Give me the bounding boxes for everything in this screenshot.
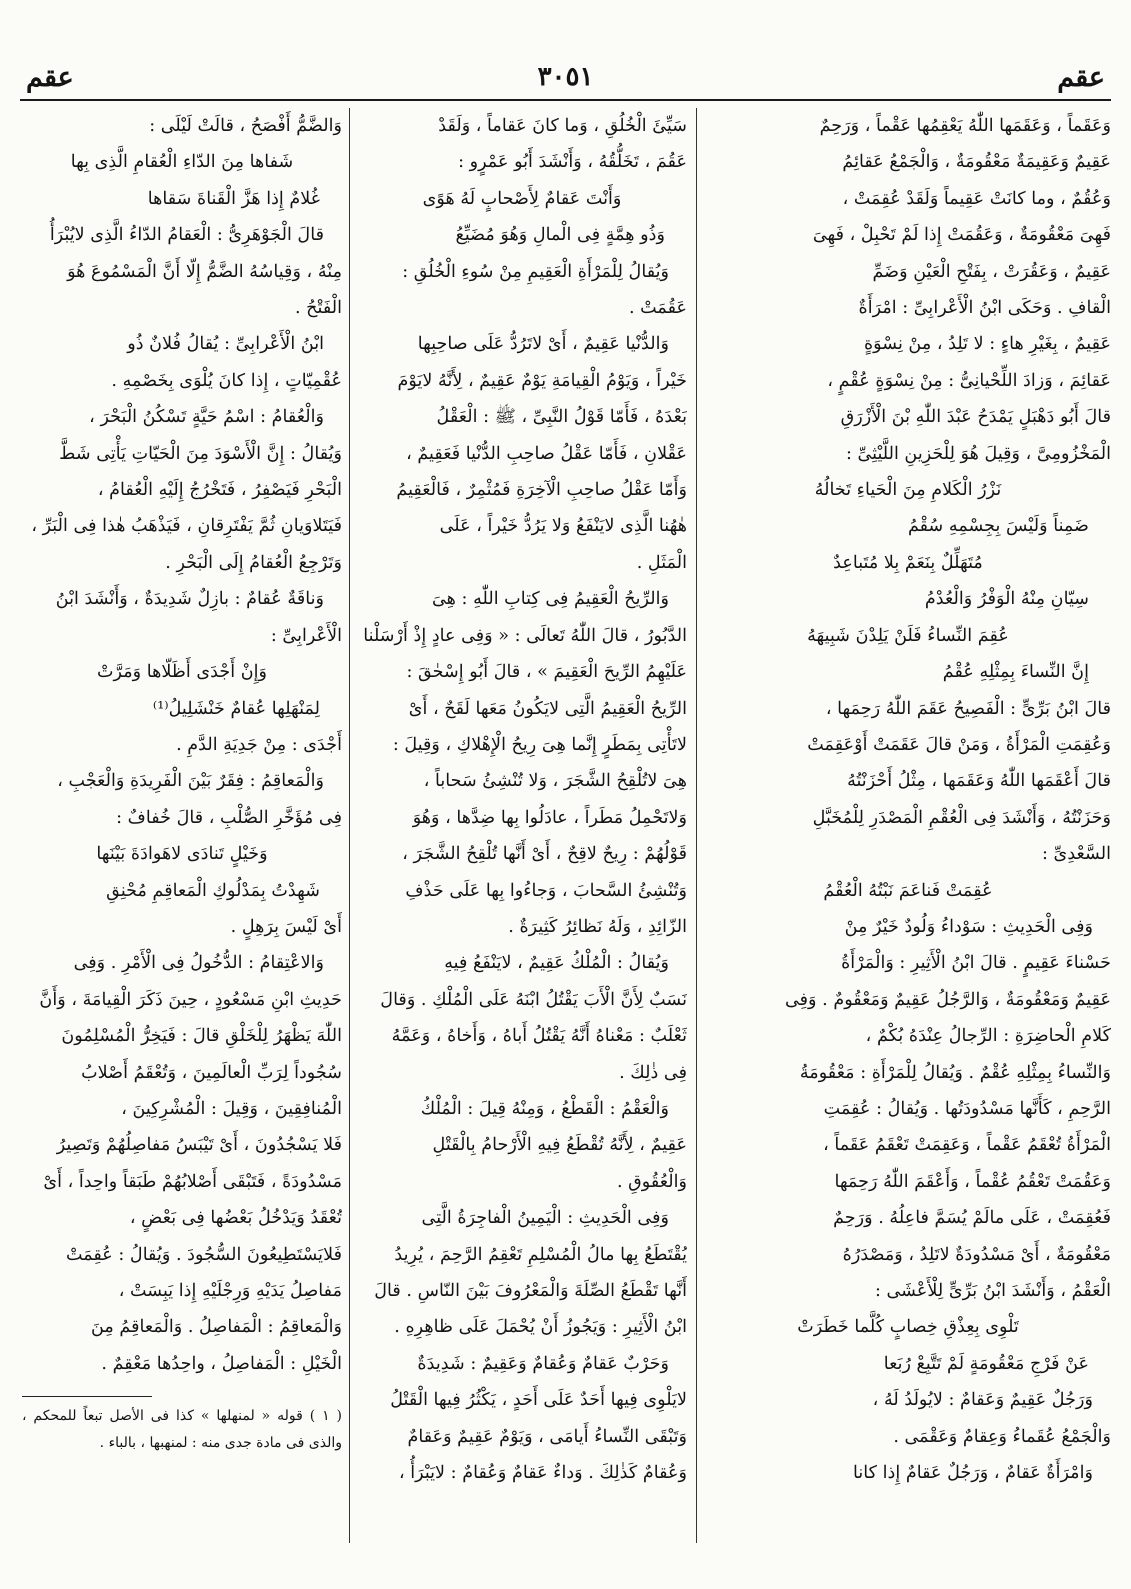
text-line: مَفاصِلُ يَدَيْهِ وَرِجْلَيْهِ إِذا يَبِسَتْ ، — [118, 1281, 342, 1301]
text-line: الرَّحِمِ ، كَأَنَّها مَسْدُودَتُها . وَيُقالُ : عُقِمَتِ — [823, 1098, 1111, 1119]
text-line: عَلَيْهِمُ الرِّيحَ الْعَقِيمَ » ، قالَ أَبُو إِسْحٰقَ : — [406, 662, 687, 683]
text-line: وَالنِّساءُ بِمِثْلِهِ عُقْمٌ . وَيُقالُ لِلْمَرْأَةِ : مَعْقُومَةُ — [799, 1062, 1111, 1083]
text-line: وَعُقامٌ كَذٰلِكَ . وَداءٌ عَقامٌ وَعُقامٌ : لايَبْرَأُ ، — [398, 1463, 687, 1484]
text-line: يُقْتَطَعُ بِها مالُ الْمُسْلِمِ تَعْقِمُ الرَّحِمَ ، يُرِيدُ — [394, 1244, 687, 1265]
text-line: سَيِّئَ الْخُلُقِ ، وَما كانَ عَقاماً ، وَلَقَدْ — [438, 116, 687, 136]
text-line: الْعَقْمُ ، وَأَنْشَدَ ابْنُ بَرِّىٍّ لِلْأَعْشَى : — [875, 1281, 1111, 1301]
text-line: وَالْجَمْعُ عُقَماءُ وَعِقامٌ وَعَقْمَى . — [893, 1426, 1111, 1447]
text-line: وَناقَةٌ عُقامٌ : بازِلٌ شَدِيدَةٌ ، وَأَنْشَدَ ابْنُ — [55, 589, 324, 610]
text-line: قالَ الْجَوْهَرِىُّ : الْعَقامُ الدّاءُ الَّذِى لايُبْرَأُ — [49, 225, 324, 246]
verse-line: شَفاها مِنَ الدّاءِ الْعُقامِ الَّذِى بِها — [70, 152, 294, 173]
text-line: فَهِىَ مَعْقُومَةٌ ، وَعَقُمَتْ إِذا لَمْ تَحْبِلْ ، فَهِىَ — [812, 225, 1111, 246]
text-line: عُقْمِيّاتٍ ، إِذا كانَ يُلْوَى بِخَصْمِهِ . — [111, 370, 342, 391]
text-line: وَعَقُمَتْ تَعْقُمُ عُقْماً ، وَأَعْقَمَ اللّٰهُ رَحِمَها — [834, 1171, 1111, 1192]
text-line: خَيْراً ، وَيَوْمُ الْقِيامَةِ يَوْمٌ عَقِيمٌ ، لِأَنَّهُ لايَوْمَ — [397, 370, 687, 391]
column-divider — [349, 108, 350, 1543]
text-line: أَىْ لَيْسَ بِرَهِلٍ . — [230, 916, 342, 937]
text-line: وَتُنْشِئُ السَّحابَ ، وَجاءُوا بِها عَلَى حَذْفِ — [405, 880, 687, 901]
text-line: وَيُقالُ : الْمُلْكُ عَقِيمٌ ، لايَنْفَعُ فِيهِ — [444, 953, 669, 974]
text-line: قَوْلُهُمْ : رِيحٌ لاقِحٌ ، أَىْ أَنَّها تُلْقِحُ الشَّجَرَ ، — [402, 844, 687, 865]
page-number: ٣٠٥١ — [537, 62, 594, 92]
text-line: وَعَقَماً ، وَعَقَمَها اللّٰهُ يَعْقِمُها عَقْماً ، وَرَحِمٌ — [819, 116, 1111, 136]
text-line: لايَلْوِى فِيها أَحَدٌ عَلَى أَحَدٍ ، يَكْثُرُ فِيها الْقَتْلُ — [390, 1390, 687, 1411]
verse-line: وَإِنْ أَجْدَى أَظَلّاها وَمَرَّتْ — [96, 662, 268, 683]
text-line: عَقِيمٌ وَمَعْقُومَةٌ ، وَالرَّجُلُ عَقِيمٌ وَمَعْقُومٌ . وَفِى — [784, 989, 1111, 1010]
column-middle — [357, 108, 687, 1543]
verse-line: نَزْرُ الْكَلامِ مِنَ الْحَياءِ تَخالُهُ — [814, 480, 1002, 501]
verse-line: وَأَنْتَ عَقامٌ لِأَصْحابٍ لَهُ هَوًى — [422, 188, 622, 209]
text-line: عَقِيمٌ ، بِغَيْرِ هاءٍ : لا تَلِدُ ، مِنْ نِسْوَةٍ — [863, 334, 1111, 355]
text-line: عَقِيمٌ ، لِأَنَّهُ تُقْطَعُ فِيهِ الْأَرْحامُ بِالْقَتْلِ — [432, 1135, 687, 1156]
text-line: الْقافِ . وَحَكَى ابْنُ الْأَعْرابِىِّ : امْرَأَةٌ — [858, 298, 1111, 319]
text-line: أَنَّها تَقْطَعُ الصِّلَةَ وَالْمَعْرُوفَ بَيْنَ النّاسِ . قالَ — [374, 1281, 687, 1301]
text-line: وَأَمّا عَقْلُ صاحِبِ الْآخِرَةِ فَمُثْمِرٌ ، فَالْعَقِيمُ — [396, 480, 687, 501]
text-line: قالَ أَعْقَمَها اللّٰهُ وَعَقَمَها ، مِثْلُ أَحْزَنْتُهُ — [847, 771, 1111, 792]
text-line: فَعُقِمَتْ ، عَلَى مالَمْ يُسَمَّ فاعِلُهُ . وَرَحِمٌ — [833, 1208, 1111, 1229]
text-line: وَالْعُقُوقِ . — [616, 1171, 687, 1192]
text-line: الْمَخْزُومِىَّ ، وَقِيلَ هُوَ لِلْحَزِينِ اللَّيْثِىِّ : — [845, 443, 1111, 464]
text-line: وَالرِّيحُ الْعَقِيمُ فِى كِتابِ اللّٰهِ : هِىَ — [432, 589, 669, 610]
text-line: الْفَتْحُ . — [295, 298, 342, 319]
verse-line: وَذُو هِمَّةٍ فِى الْمالِ وَهُوَ مُضَيِّعُ — [455, 225, 665, 246]
text-line: أَجْدَى : مِنْ جَدِيَةِ الدَّمِ . — [176, 734, 342, 755]
column-divider — [696, 108, 697, 1543]
text-line: فَيَتَلاوَيانِ ثُمَّ يَفْتَرِقانِ ، فَيَذْهَبُ هٰذا فِى الْبَرِّ ، — [31, 516, 342, 537]
running-headword-left: عقم — [26, 62, 74, 93]
text-line: وَتَبْقَى النِّساءُ أَيامَى ، وَيَوْمٌ عَقِيمٌ وَعَقامٌ — [407, 1426, 687, 1447]
text-line: وَيُقالُ : إِنَّ الْأَسْوَدَ مِنَ الْحَيّاتِ يَأْتِى شَطَّ — [59, 443, 342, 464]
text-line: وَيُقالُ لِلْمَرْأَةِ الْعَقِيمِ مِنْ سُوءِ الْخُلُقِ : — [402, 261, 669, 282]
text-line: الدَّبُورُ ، قالَ اللّٰهُ تَعالَى : « وَفِى عادٍ إِذْ أَرْسَلْنا — [363, 625, 687, 646]
text-line: بَعْدَهُ ، فَأَمّا قَوْلُ النَّبِىِّ ، ﷺ : الْعَقْلُ — [436, 407, 687, 428]
text-line: عَقْلانِ ، فَأَمّا عَقْلُ صاحِبِ الدُّنْيا فَعَقِيمٌ ، — [406, 443, 687, 464]
text-line: ابْنُ الْأَعْرابِىِّ : يُقالُ فُلانٌ ذُو — [127, 334, 324, 355]
text-line: وَامْرَأَةٌ عَقامٌ ، وَرَجُلٌ عَقامٌ إِذا كانا — [853, 1463, 1093, 1484]
text-line: وَعُقُمٌ ، وما كانَتْ عَقِيماً وَلَقَدْ عُقِمَتْ ، — [842, 188, 1111, 209]
verse-line: شَهِدْتُ بِمَدْلُوكِ الْمَعاقِمِ مُحْنِقِ — [106, 880, 320, 901]
text-line: سُجُوداً لِرَبِّ الْعالَمِينَ ، وَتُعْقَمُ أَصْلابُ — [81, 1062, 342, 1083]
text-line: الزّائِدِ ، وَلَهُ نَظائِرُ كَثِيرَةٌ . — [508, 916, 687, 937]
text-line: فَلايَسْتَطِيعُونَ السُّجُودَ . وَيُقالُ : عُقِمَتْ — [65, 1244, 342, 1265]
text-line: وَلاتَحْمِلُ مَطَراً ، عادَلُوا بِها ضِدَّها ، وَهُوَ — [412, 807, 687, 828]
text-line: الْمَثَلِ . — [636, 552, 687, 573]
text-line: نَسَبٌ لِأَنَّ الْأَبَ يَقْتُلُ ابْنَهُ عَلَى الْمُلْكِ . وَقالَ — [380, 989, 687, 1010]
text-line: ابْنُ الْأَثِيرِ : وَيَجُوزُ أَنْ يُحْمَلَ عَلَى ظاهِرِهِ . — [394, 1317, 687, 1338]
text-line: كَلامِ الْحاضِرَةِ : الرِّجالُ عِنْدَهُ بُكْمٌ ، — [865, 1026, 1111, 1047]
verse-line: عَنْ فَرْجِ مَعْقُومَةٍ لَمْ تَتَّبِعْ رُبَعا — [883, 1353, 1089, 1374]
text-line: وَتَرْجِعُ الْعُقامُ إِلَى الْبَحْرِ . — [165, 552, 342, 573]
verse-line: عُقِمَتْ فَناعَمَ نَبْتُهُ الْعُقْمُ — [823, 880, 993, 901]
verse-line: ضَمِناً وَلَيْسَ بِجِسْمِهِ سُقْمُ — [907, 516, 1089, 537]
page-header — [22, 52, 1109, 98]
text-line: الْبَحْرِ فَيَصْفِرُ ، فَتَخْرُجُ إِلَيْهِ الْعُقامُ ، — [97, 480, 342, 501]
running-headword-right: عقم — [1057, 62, 1105, 93]
text-line: وَفِى الْحَدِيثِ : سَوْداءُ وَلُودٌ خَيْرٌ مِنْ — [844, 916, 1093, 937]
text-line: تُعْقَدُ وَيَدْخُلُ بَعْضُها فِى بَعْضٍ ، — [129, 1208, 342, 1229]
header-rule — [20, 99, 1111, 101]
text-line: الرِّيحُ الْعَقِيمُ الَّتِى لايَكُونُ مَعَها لَقَحٌ ، أَىْ — [408, 698, 687, 719]
column-right — [705, 108, 1111, 1543]
text-line: فِى ذٰلِكَ . — [619, 1062, 687, 1083]
text-line: قالَ أَبُو دَهْبَلٍ يَمْدَحُ عَبْدَ اللّٰهِ بْنَ الْأَزْرَقِ — [840, 407, 1111, 428]
verse-line: مُتَهَلِّلٌ بِنَعَمْ بِلا مُتَباعِدٌ — [833, 552, 983, 573]
footnote-rule — [22, 1396, 152, 1397]
text-line: لاتَأْتِى بِمَطَرٍ إِنَّما هِىَ رِيحُ الْإِهْلاكِ ، وَقِيلَ : — [392, 734, 687, 755]
text-line: عَقِيمٌ ، وَعَقُرَتْ ، بِفَتْحِ الْعَيْنِ وَضَمِّ — [872, 261, 1111, 282]
text-line: عَقِيمٌ وَعَقِيمَةٌ مَعْقُومَةٌ ، وَالْجَمْعُ عَقائِمُ — [842, 152, 1111, 173]
text-line: وَفِى الْحَدِيثِ : الْيَمِينُ الْفاجِرَةُ الَّتِى — [421, 1208, 669, 1229]
text-line: فَلا يَسْجُدُونَ ، أَىْ تَيْبَسُ مَفاصِلُهُمْ وَتَصِيرُ — [56, 1135, 342, 1156]
text-line: الْمَرْأَةُ تُعْقَمُ عَقْماً ، وَعَقِمَتْ تَعْقَمُ عَقَماً ، — [823, 1135, 1111, 1156]
text-line: وَعُقِمَتِ الْمَرْأَةُ ، وَمَنْ قالَ عَقَمَتْ أَوْعَقِمَتْ — [807, 734, 1111, 755]
verse-line: وَخَيْلٍ تَنادَى لاهَوادَةَ بَيْنَها — [96, 844, 268, 865]
text-line: وَرَجُلٌ عَقِيمٌ وَعَقامٌ : لايُولَدُ لَهُ ، — [872, 1390, 1093, 1411]
text-line: السَّعْدِىِّ : — [1042, 844, 1111, 865]
text-line: الْأَعْرابِىِّ : — [270, 625, 342, 646]
column-left — [22, 108, 342, 1543]
text-line: ثَعْلَبٌ : مَعْناهُ أَنَّهُ يَقْتُلُ أَباهُ ، وَأَخاهُ ، وَعَمَّهُ — [391, 1026, 687, 1047]
verse-line: عُقِمَ النِّساءُ فَلَنْ يَلِدْنَ شَبِيهَهُ — [807, 625, 1009, 646]
text-line: هٰهُنا الَّذِى لايَنْفَعُ وَلا يَرُدُّ خَيْراً ، عَلَى — [439, 516, 687, 537]
text-line: حَدِيثِ ابْنِ مَسْعُودٍ ، حِينَ ذَكَرَ الْقِيامَةَ ، وَأَنَّ — [39, 989, 342, 1010]
text-line: حَسْناءَ عَقِيمٍ . قالَ ابْنُ الْأَثِيرِ : وَالْمَرْأَةُ — [841, 953, 1111, 974]
text-line: مَعْقُومَةٌ ، أَىْ مَسْدُودَةٌ لاتَلِدُ ، وَمَصْدَرُهُ — [842, 1244, 1111, 1265]
text-line: اللّٰهَ يَظْهَرُ لِلْخَلْقِ قالَ : فَيَخِرُّ الْمُسْلِمُونَ — [61, 1026, 342, 1047]
text-line: فِى مُؤَخَّرِ الصُّلْبِ ، قالَ خُفافٌ : — [116, 807, 342, 828]
text-line: وَالْعُقامُ : اسْمُ حَيَّةٍ تَسْكُنُ الْبَحْرَ ، — [89, 407, 324, 428]
text-line: مِنْهُ ، وَقِياسُهُ الضَّمُّ إِلّا أَنَّ الْمَسْمُوعَ هُوَ — [67, 261, 342, 282]
text-line: هِىَ لاتُلْقِحُ الشَّجَرَ ، وَلا تُنْشِئُ سَحاباً ، — [423, 771, 687, 792]
text-line: وَالاعْتِقامُ : الدُّخُولُ فِى الْأَمْرِ . وَفِى — [73, 953, 324, 974]
text-line: وَحَرْبٌ عَقامٌ وَعُقامٌ وَعَقِيمٌ : شَدِيدَةٌ — [417, 1353, 669, 1374]
verse-line: غُلامٌ إِذا هَزَّ الْقَناةَ سَقاها — [147, 188, 320, 209]
text-line: الْخَيْلِ : الْمَفاصِلُ ، واحِدُها مَعْقِمٌ . — [101, 1353, 342, 1374]
text-line: وَالْمَعاقِمُ : فِقَرٌ بَيْنَ الْفَرِيدَةِ وَالْعَجْبِ ، — [57, 771, 324, 792]
text-line: مَسْدُودَةً ، فَتَبْقَى أَصْلابُهُمْ طَبَقاً واحِداً ، أَىْ — [43, 1171, 342, 1192]
text-line: وَالضَّمُّ أَفْصَحُ ، قالَتْ لَيْلَى : — [149, 116, 342, 136]
verse-line: تَلْوِى بِعِذْقِ خِصابٍ كُلَّما خَطَرَتْ — [797, 1317, 1019, 1338]
verse-line: سِيّانِ مِنْهُ الْوَفْرُ وَالْعُدْمُ — [924, 589, 1089, 610]
text-line: وَالْعَقْمُ : الْقَطْعُ ، وَمِنْهُ قِيلَ : الْمُلْكُ — [420, 1098, 669, 1119]
text-line: عَقُمَ ، تَخَلُّقُهُ ، وَأَنْشَدَ أَبُو عَمْرٍو : — [458, 152, 687, 173]
text-line: عَقُمَتْ . — [628, 298, 687, 319]
verse-line: إِنَّ النِّساءَ بِمِثْلِهِ عُقْمُ — [942, 662, 1089, 683]
text-line: وَالْمَعاقِمُ : الْمَفاصِلُ . وَالْمَعاقِمُ مِنَ — [90, 1317, 342, 1338]
text-line: الْمُنافِقِينَ ، وَقِيلَ : الْمُشْرِكِينَ ، — [121, 1098, 342, 1119]
text-line: وَالدُّنْيا عَقِيمٌ ، أَىْ لاتَرُدُّ عَلَى صاحِبِها — [417, 334, 669, 355]
text-line: عَقائِمَ ، وَزادَ اللِّحْيانِىُّ : مِنْ نِسْوَةٍ عُقْمٍ ، — [827, 370, 1111, 391]
text-line: قالَ ابْنُ بَرِّىٍّ : الْفَصِيحُ عَقَمَ اللّٰهُ رَحِمَها ، — [825, 698, 1111, 719]
text-line: وَحَزَنْتُهُ ، وَأَنْشَدَ فِى الْعُقْمِ الْمَصْدَرِ لِلْمُخَبَّلِ — [812, 807, 1111, 828]
verse-line: لِمَنْهَلِها عُقامٌ خَنْشَلِيلُ⁽¹⁾ — [152, 698, 320, 719]
footnote: ( ١ ) قوله « لمنهلها » كذا فى الأصل تبعاً للمحكم ، والذى فى مادة جدى منه : لمنهبها ، بالباء . — [22, 1408, 342, 1452]
